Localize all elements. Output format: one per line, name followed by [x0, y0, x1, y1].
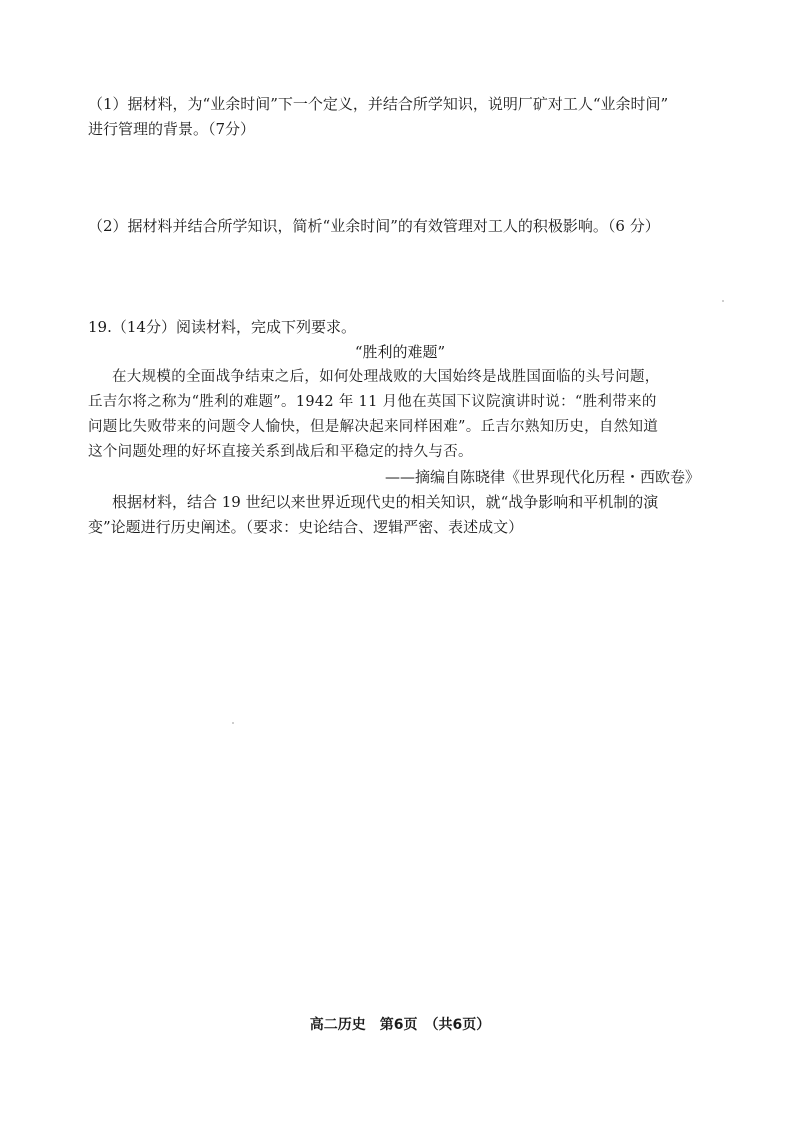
- material-title: “胜利的难题”: [354, 343, 446, 361]
- scan-speck: [722, 300, 724, 302]
- question-19-task-line-2: 变”论题进行历史阐述。（要求：史论结合、逻辑严密、表述成文）: [88, 518, 524, 536]
- material-line-2: 丘吉尔将之称为“胜利的难题”。1942 年 11 月他在英国下议院演讲时说：“胜利带来的: [88, 394, 657, 410]
- question-18-part-1-line-2: 进行管理的背景。（7分）: [88, 120, 256, 138]
- question-19-heading: 19.（14分）阅读材料，完成下列要求。: [88, 318, 356, 336]
- scan-speck: [232, 722, 234, 724]
- material-line-3: 问题比失败带来的问题令人愉快，但是解决起来同样困难”。丘吉尔熟知历史，自然知道: [88, 419, 659, 435]
- page-footer: 高二历史 第6页 （共6页）: [309, 1017, 491, 1033]
- material-line-1: 在大规模的全面战争结束之后，如何处理战败的大国始终是战胜国面临的头号问题，: [112, 369, 660, 385]
- question-18-part-2: （2）据材料并结合所学知识，简析“业余时间”的有效管理对工人的积极影响。（6 分）: [88, 217, 660, 235]
- material-line-4: 这个问题处理的好坏直接关系到战后和平稳定的持久与否。: [88, 444, 473, 460]
- material-source: ——摘编自陈晓律《世界现代化历程・西欧卷》: [384, 468, 700, 486]
- question-19-task-line-1: 根据材料，结合 19 世纪以来世界近现代史的相关知识，就“战争影响和平机制的演: [112, 493, 659, 511]
- question-18-part-1-line-1: （1）据材料，为“业余时间”下一个定义，并结合所学知识，说明厂矿对工人“业余时间”: [88, 95, 669, 113]
